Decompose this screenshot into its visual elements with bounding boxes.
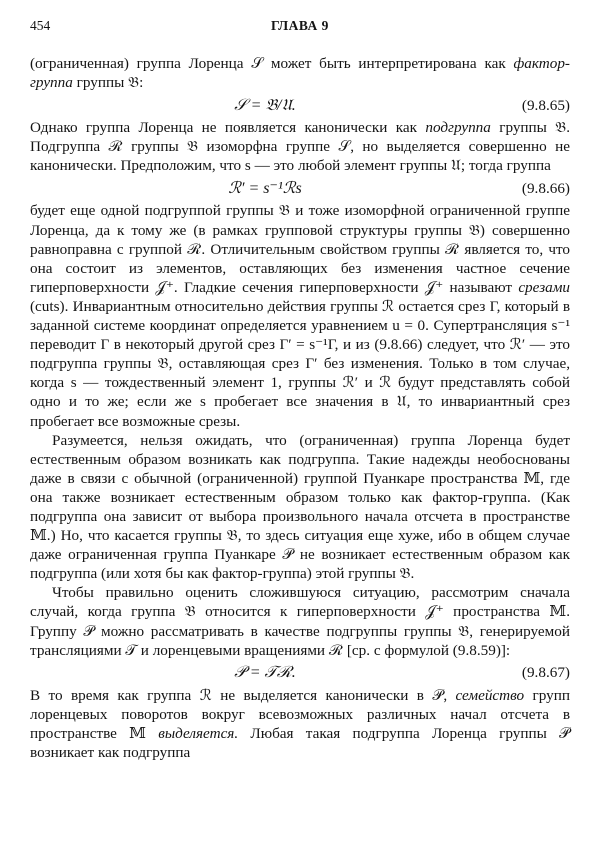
page-number: 454 [30, 18, 51, 33]
equation-formula: 𝒫 = 𝒯ℛ. [234, 664, 296, 682]
paragraph-5: Чтобы правильно оценить сложившуюся ситуацию, рассмотрим сначала случай, когда группа 𝔅 относится к гиперповерхности 𝒥⁺ пространства 𝕄. Группу 𝒫 можно рассматривать в качестве подгруппы группы 𝔅, генерируемой трансляциями 𝒯 и лоренцевыми вращениями ℛ [ср. с формулой (9.8.59)]: [30, 584, 570, 659]
equation-9-8-66 [30, 175, 570, 201]
paragraph-1: (ограниченная) группа Лоренца 𝒮 может быть интерпретирована как фактор-группа группы 𝔅: [30, 55, 570, 92]
equation-9-8-65 [30, 92, 570, 118]
paragraph-2: Однако группа Лоренца не появляется канонически как подгруппа группы 𝔅. Подгруппа ℛ группы 𝔅 изоморфна группе 𝒮, но выделяется совершенно не канонически. Предположим, что s — это любой элемент группы 𝔘; тогда группа [30, 119, 570, 175]
body-text [30, 54, 570, 762]
equation-formula: 𝒮 = 𝔅/𝔘. [234, 96, 296, 114]
equation-formula: ℛ′ = s⁻¹ℛs [228, 179, 302, 197]
equation-number: (9.8.66) [521, 179, 570, 197]
running-header [30, 18, 570, 40]
equation-number: (9.8.67) [521, 664, 570, 682]
equation-number: (9.8.65) [521, 96, 570, 114]
paragraph-3: будет еще одной подгруппой группы 𝔅 и тоже изоморфной ограниченной группе Лоренца, да к тому же (в рамках групповой структуры группы 𝔅) совершенно равноправна с группой ℛ. Отличительным свойством группы ℛ является то, что она состоит из элементов, оставляющих без изменения частное сечение гиперповерхности 𝒥⁺. Гладкие сечения гиперповерхности 𝒥⁺ называют срезами (cuts). Инвариантным относительно действия группы ℛ остается срез Γ, который в заданной системе координат определяется уравнением u = 0. Супертрансляция s⁻¹ переводит Γ в некоторый другой срез Γ′ = s⁻¹Γ, и из (9.8.66) следует, что ℛ′ — это подгруппа группы 𝔅, оставляющая срез Γ′ без изменения. Только в том случае, когда s — тождественный элемент 1, группы ℛ′ и ℛ будут представлять собой одно и то же; если же s пробегает все значения в 𝔘, то инвариантный срез пробегает все возможные срезы. [30, 202, 570, 430]
paragraph-6: В то время как группа ℛ не выделяется канонически в 𝒫, семейство групп лоренцевых поворотов вокруг всевозможных различных начал отсчета в пространстве 𝕄 выделяется. Любая такая подгруппа Лоренца группы 𝒫 возникает как подгруппа [30, 686, 570, 761]
book-page [30, 18, 570, 762]
equation-9-8-67 [30, 660, 570, 686]
paragraph-4: Разумеется, нельзя ожидать, что (ограниченная) группа Лоренца будет естественным образом возникать как подгруппа. Такие надежды необоснованы даже в связи с обычной (ограниченной) группой Пуанкаре пространства 𝕄, где она также возникает естественным образом только как фактор-группа. (Как подгруппа она зависит от выбора произвольного начала отсчета в пространстве 𝕄.) Но, что касается группы 𝔅, то здесь ситуация еще хуже, ибо в общем случае даже ограниченная группа Пуанкаре 𝒫 не возникает естественным образом как подгруппа (или хотя бы как фактор-группа) этой группы 𝔅. [30, 431, 570, 583]
chapter-title: ГЛАВА 9 [271, 18, 329, 33]
